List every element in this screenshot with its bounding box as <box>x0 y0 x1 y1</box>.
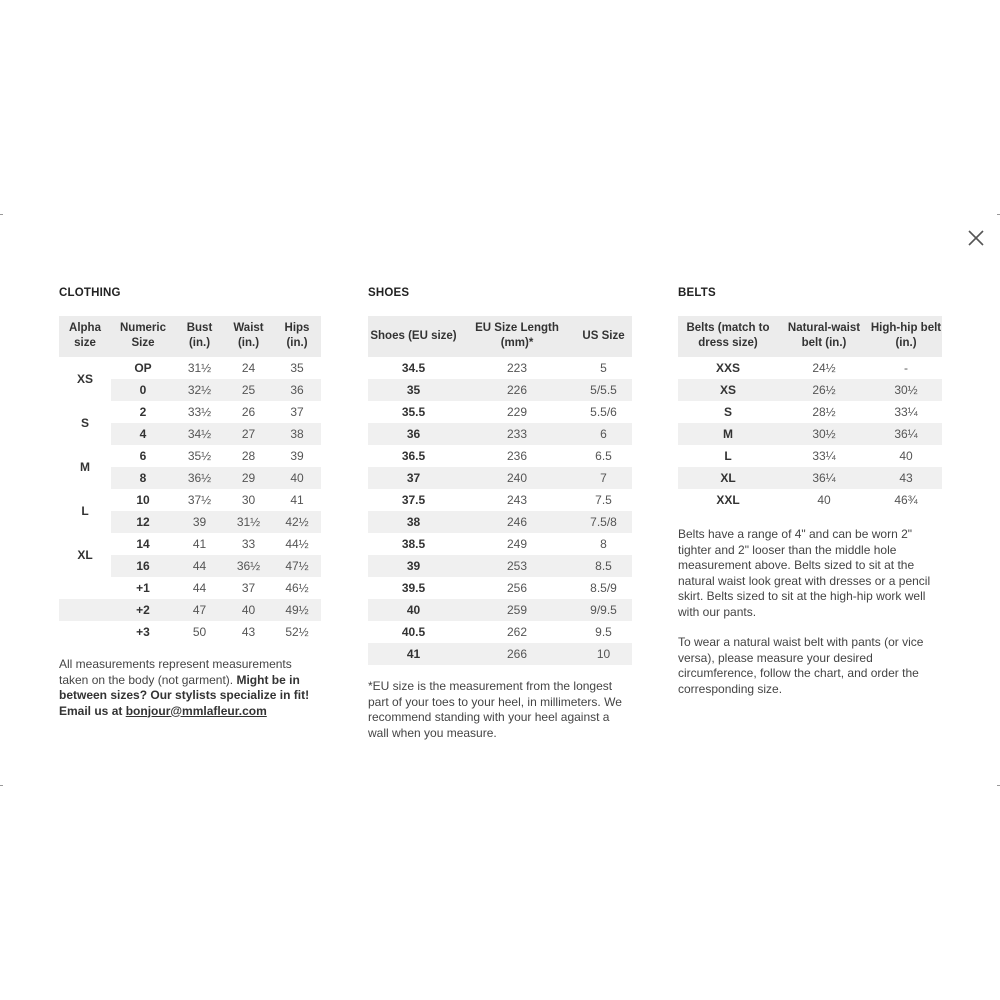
belt-size-cell: XS <box>678 379 778 401</box>
length-cell: 223 <box>506 361 528 375</box>
waist-cell: 36½ <box>224 555 273 577</box>
table-row <box>368 643 632 665</box>
belts-note <box>678 527 942 697</box>
table-row <box>368 401 632 423</box>
hips-cell: 46½ <box>285 581 309 595</box>
clothing-table <box>59 316 321 643</box>
high-hip-cell: 30½ <box>870 379 942 401</box>
natural-waist-cell: 24½ <box>812 361 836 375</box>
hips-cell: 38 <box>273 423 321 445</box>
eu-size-cell: 37.5 <box>401 493 426 507</box>
waist-cell: 24 <box>241 361 256 375</box>
table-row <box>368 599 632 621</box>
natural-waist-cell: 30½ <box>778 423 870 445</box>
bust-cell: 36½ <box>175 467 224 489</box>
high-hip-cell: - <box>904 361 908 375</box>
hips-cell: 52½ <box>285 625 309 639</box>
us-size-cell: 8 <box>600 537 607 551</box>
us-size-cell: 5/5.5 <box>575 379 632 401</box>
table-row <box>368 423 632 445</box>
belts-header-row <box>678 316 942 357</box>
shoes-header-length: EU Size Length (mm)* <box>459 316 575 357</box>
table-row <box>368 357 632 379</box>
belt-size-cell: XL <box>678 467 778 489</box>
eu-size-cell: 40 <box>368 599 459 621</box>
high-hip-cell: 36¼ <box>870 423 942 445</box>
numeric-size-cell: 4 <box>111 423 175 445</box>
clothing-section <box>59 287 321 719</box>
bust-cell: 33½ <box>187 405 212 419</box>
table-row <box>678 445 942 467</box>
alpha-size-cell <box>59 577 111 599</box>
table-row <box>368 533 632 555</box>
alpha-size-cell: L <box>59 489 111 533</box>
table-row <box>59 357 321 379</box>
eu-size-cell: 39 <box>368 555 459 577</box>
belts-table <box>678 316 942 511</box>
us-size-cell: 7.5/8 <box>575 511 632 533</box>
numeric-size-cell: +2 <box>111 599 175 621</box>
clothing-header-hips: Hips (in.) <box>273 316 321 357</box>
bust-cell: 44 <box>192 581 207 595</box>
clothing-header-bust: Bust (in.) <box>175 316 224 357</box>
natural-waist-cell: 40 <box>817 493 831 507</box>
us-size-cell: 7.5 <box>595 493 612 507</box>
us-size-cell: 6 <box>575 423 632 445</box>
hips-cell: 39 <box>290 449 304 463</box>
eu-size-cell: 38.5 <box>401 537 426 551</box>
bust-cell: 44 <box>175 555 224 577</box>
length-cell: 229 <box>506 405 528 419</box>
us-size-cell: 8.5/9 <box>590 581 617 595</box>
length-cell: 262 <box>506 625 528 639</box>
length-cell: 233 <box>459 423 575 445</box>
us-size-cell: 9/9.5 <box>575 599 632 621</box>
waist-cell: 25 <box>224 379 273 401</box>
waist-cell: 29 <box>224 467 273 489</box>
shoes-section <box>368 287 632 741</box>
eu-size-cell: 36.5 <box>401 449 426 463</box>
hips-cell: 37 <box>290 405 304 419</box>
belt-size-cell: XXL <box>716 493 740 507</box>
table-row <box>59 533 321 555</box>
eu-size-cell: 35.5 <box>401 405 426 419</box>
numeric-size-cell: +3 <box>136 625 150 639</box>
alpha-size-cell <box>59 599 111 621</box>
natural-waist-cell: 36¼ <box>778 467 870 489</box>
belt-size-cell: M <box>678 423 778 445</box>
length-cell: 259 <box>459 599 575 621</box>
numeric-size-cell: 14 <box>136 537 150 551</box>
high-hip-cell: 46¾ <box>894 493 918 507</box>
eu-size-cell: 34.5 <box>401 361 426 375</box>
waist-cell: 30 <box>241 493 256 507</box>
belt-size-cell: S <box>723 405 732 419</box>
bust-cell: 31½ <box>187 361 212 375</box>
bust-cell: 35½ <box>187 449 212 463</box>
waist-cell: 26 <box>241 405 256 419</box>
eu-size-cell: 40.5 <box>401 625 426 639</box>
us-size-cell: 6.5 <box>595 449 612 463</box>
numeric-size-cell: 10 <box>136 493 150 507</box>
shoes-header-us: US Size <box>575 316 632 357</box>
clothing-header-alpha: Alpha size <box>59 316 111 357</box>
us-size-cell: 8.5 <box>575 555 632 577</box>
clothing-title: CLOTHING <box>59 287 121 299</box>
belts-header-natural: Natural-waist belt (in.) <box>778 316 870 357</box>
table-row <box>368 379 632 401</box>
shoes-header-row <box>368 316 632 357</box>
table-row <box>368 621 632 643</box>
table-row <box>59 401 321 423</box>
clothing-header-waist: Waist (in.) <box>224 316 273 357</box>
table-row <box>678 379 942 401</box>
bust-cell: 37½ <box>187 493 212 507</box>
length-cell: 240 <box>459 467 575 489</box>
eu-size-cell: 41 <box>368 643 459 665</box>
bust-cell: 50 <box>192 625 207 639</box>
clothing-note-bold: Might be in between sizes? Our stylists specialize in fit! Email us at <box>59 672 310 718</box>
high-hip-cell: 33¼ <box>894 405 918 419</box>
email-link[interactable]: bonjour@mmlafleur.com <box>125 703 267 718</box>
belt-size-cell: XXS <box>715 361 740 375</box>
eu-size-cell: 35 <box>368 379 459 401</box>
numeric-size-cell: 16 <box>111 555 175 577</box>
waist-cell: 37 <box>241 581 256 595</box>
length-cell: 256 <box>506 581 528 595</box>
numeric-size-cell: 12 <box>111 511 175 533</box>
eu-size-cell: 39.5 <box>401 581 426 595</box>
table-row <box>59 445 321 467</box>
table-row <box>368 445 632 467</box>
belt-size-cell: L <box>724 449 732 463</box>
waist-cell: 31½ <box>224 511 273 533</box>
table-row <box>678 467 942 489</box>
numeric-size-cell: 2 <box>139 405 147 419</box>
eu-size-cell: 37 <box>368 467 459 489</box>
waist-cell: 28 <box>241 449 256 463</box>
us-size-cell: 9.5 <box>595 625 612 639</box>
table-row <box>368 577 632 599</box>
alpha-size-cell: M <box>59 445 111 489</box>
hips-cell: 42½ <box>273 511 321 533</box>
close-icon <box>962 224 990 252</box>
shoes-table <box>368 316 632 665</box>
table-row <box>678 357 942 379</box>
bust-cell: 39 <box>175 511 224 533</box>
length-cell: 243 <box>506 493 528 507</box>
clothing-header-row <box>59 316 321 357</box>
natural-waist-cell: 33¼ <box>812 449 836 463</box>
high-hip-cell: 43 <box>870 467 942 489</box>
natural-waist-cell: 26½ <box>778 379 870 401</box>
bust-cell: 32½ <box>175 379 224 401</box>
bust-cell: 34½ <box>175 423 224 445</box>
length-cell: 249 <box>506 537 528 551</box>
us-size-cell: 7 <box>575 467 632 489</box>
alpha-size-cell <box>59 621 111 643</box>
length-cell: 253 <box>459 555 575 577</box>
us-size-cell: 10 <box>575 643 632 665</box>
hips-cell: 49½ <box>273 599 321 621</box>
clothing-header-numeric: Numeric Size <box>111 316 175 357</box>
table-row <box>678 401 942 423</box>
waist-cell: 40 <box>224 599 273 621</box>
length-cell: 266 <box>459 643 575 665</box>
hips-cell: 36 <box>273 379 321 401</box>
length-cell: 236 <box>506 449 528 463</box>
shoes-title: SHOES <box>368 287 410 299</box>
edge-tick <box>0 214 3 215</box>
numeric-size-cell: 8 <box>111 467 175 489</box>
table-row <box>59 599 321 621</box>
shoes-note: *EU size is the measurement from the longest part of your toes to your heel, in millimeters. We recommend standing with your heel against a wall when you measure. <box>368 679 622 740</box>
waist-cell: 43 <box>241 625 256 639</box>
bust-cell: 47 <box>175 599 224 621</box>
table-row <box>678 423 942 445</box>
numeric-size-cell: +1 <box>136 581 150 595</box>
table-row <box>368 511 632 533</box>
belts-header-size: Belts (match to dress size) <box>678 316 778 357</box>
eu-size-cell: 36 <box>368 423 459 445</box>
table-row <box>678 489 942 511</box>
us-size-cell: 5 <box>600 361 607 375</box>
clothing-note <box>59 657 321 719</box>
waist-cell: 27 <box>224 423 273 445</box>
hips-cell: 35 <box>290 361 304 375</box>
alpha-size-cell: XS <box>59 357 111 401</box>
hips-cell: 40 <box>273 467 321 489</box>
us-size-cell: 5.5/6 <box>590 405 617 419</box>
table-row <box>59 577 321 599</box>
numeric-size-cell: 6 <box>139 449 147 463</box>
numeric-size-cell: OP <box>134 361 152 375</box>
close-button[interactable] <box>962 224 990 252</box>
clothing-note-text: All measurements represent measurements taken on the body (not garment). <box>59 657 292 687</box>
length-cell: 246 <box>459 511 575 533</box>
eu-size-cell: 38 <box>368 511 459 533</box>
belts-title: BELTS <box>678 287 716 299</box>
table-row <box>368 489 632 511</box>
belts-header-high: High-hip belt (in.) <box>870 316 942 357</box>
waist-cell: 33 <box>241 537 256 551</box>
bust-cell: 41 <box>192 537 207 551</box>
alpha-size-cell: S <box>59 401 111 445</box>
edge-tick <box>0 785 3 786</box>
numeric-size-cell: 0 <box>111 379 175 401</box>
table-row <box>59 621 321 643</box>
high-hip-cell: 40 <box>899 449 913 463</box>
belts-note-paragraph: Belts have a range of 4" and can be worn 2" tighter and 2" looser than the middle hole measurement above. Belts sized to sit at the natural waist look great with dresses or a pencil skirt. Belts sized to sit at the high-hip work well with our pants. <box>678 527 931 619</box>
table-row <box>368 555 632 577</box>
belts-note-paragraph: To wear a natural waist belt with pants (or vice versa), please measure your desired circumference, follow the chart, and order the corresponding size. <box>678 635 924 696</box>
alpha-size-cell: XL <box>59 533 111 577</box>
belts-section <box>678 287 942 712</box>
hips-cell: 44½ <box>285 537 309 551</box>
table-row <box>368 467 632 489</box>
length-cell: 226 <box>459 379 575 401</box>
shoes-header-eu: Shoes (EU size) <box>368 316 459 357</box>
natural-waist-cell: 28½ <box>812 405 836 419</box>
table-row <box>59 489 321 511</box>
hips-cell: 47½ <box>273 555 321 577</box>
hips-cell: 41 <box>290 493 304 507</box>
